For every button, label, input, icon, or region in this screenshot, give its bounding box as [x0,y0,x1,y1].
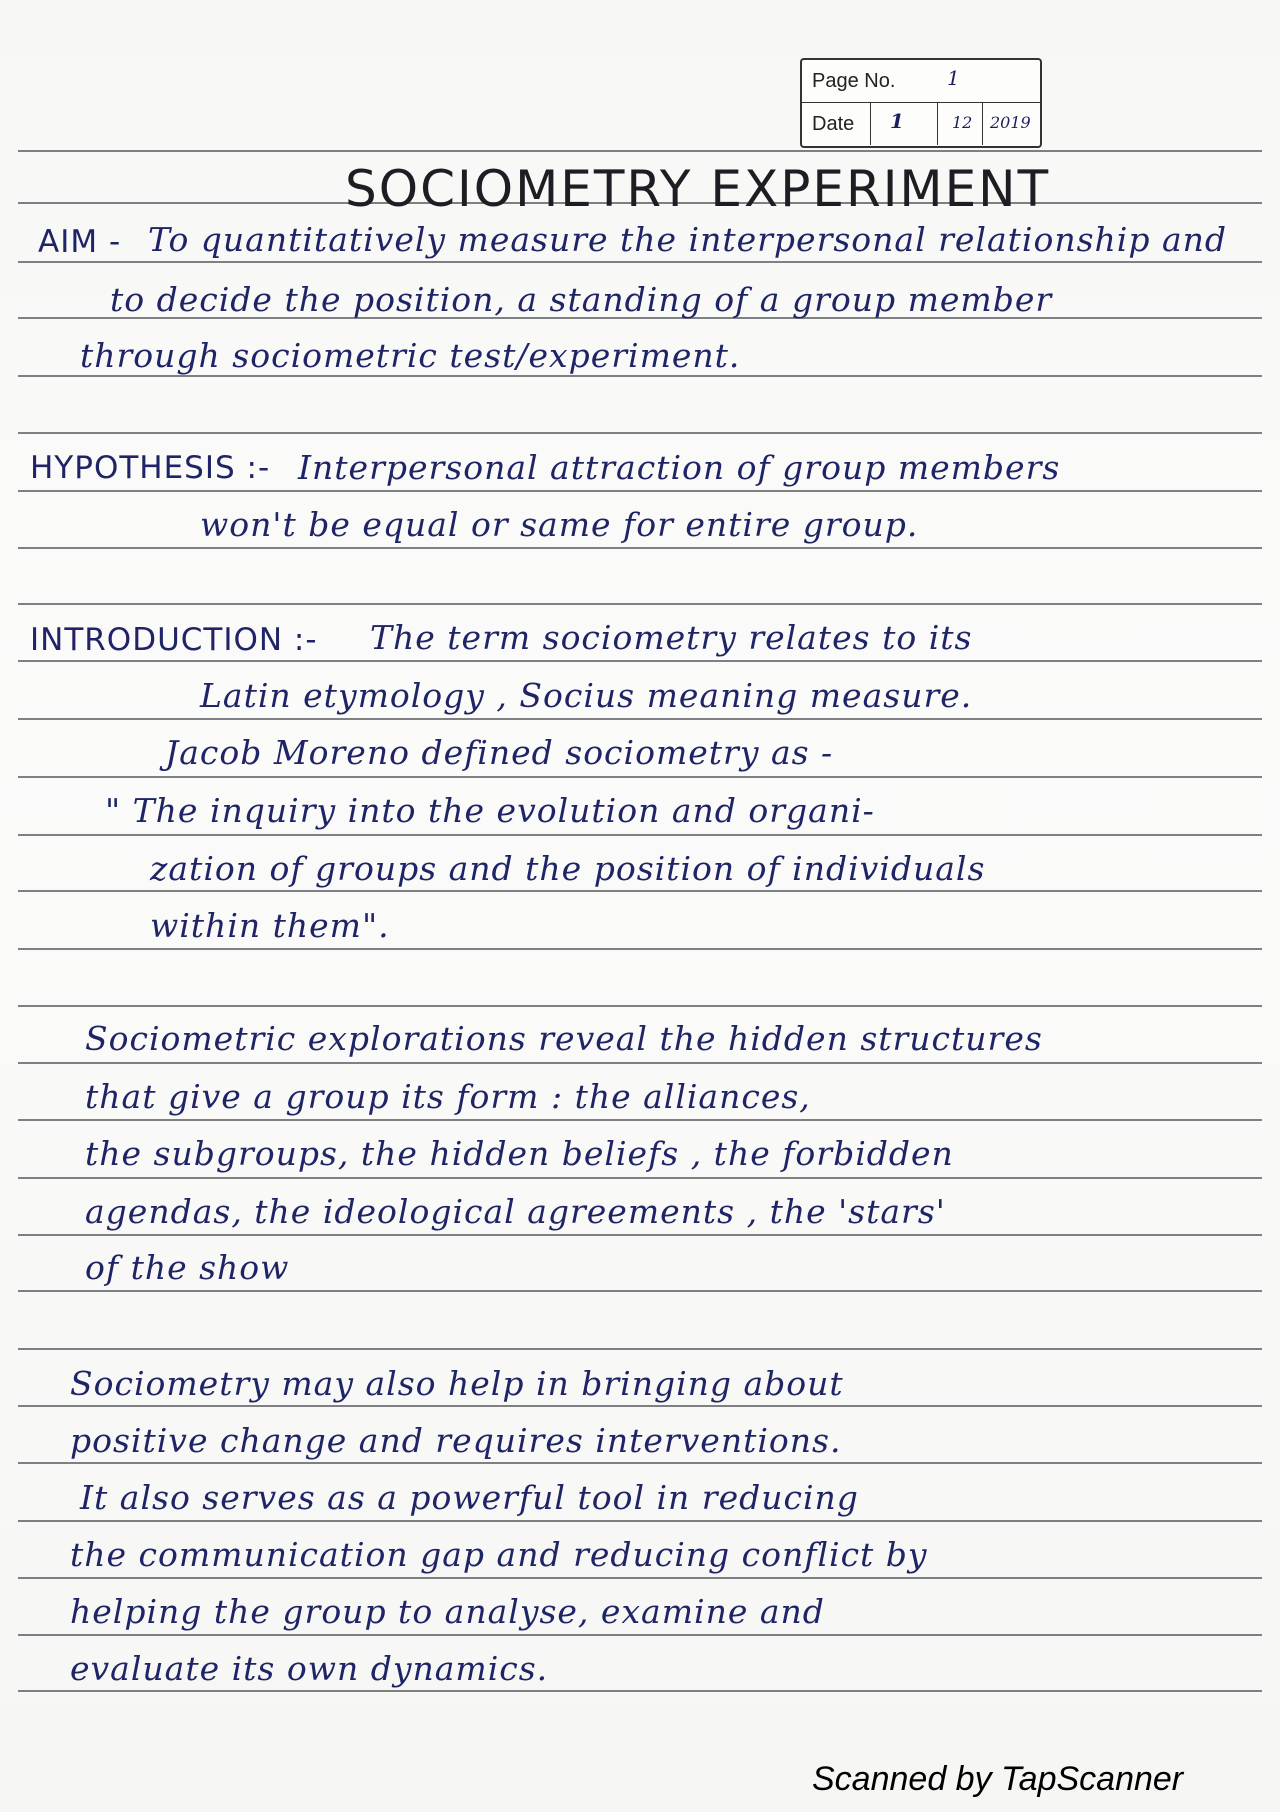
ruled-line [18,1062,1262,1064]
scanner-watermark: Scanned by TapScanner [812,1760,1184,1798]
paragraph3-line-1: Sociometry may also help in bringing about [70,1364,844,1403]
page-number-row [802,60,1040,103]
date-month: 12 [952,113,973,132]
introduction-label: INTRODUCTION :- [30,622,318,658]
ruled-line [18,1577,1262,1579]
ruled-line [18,150,1262,152]
date-day: 1 [890,109,904,133]
ruled-line [18,1290,1262,1292]
paragraph3-line-2: positive change and requires interventions. [70,1421,842,1460]
ruled-line [18,261,1262,263]
date-divider [982,103,983,145]
ruled-line [18,547,1262,549]
introduction-line-5: zation of groups and the position of individuals [150,849,986,888]
page-no-label: Page No. [812,70,896,92]
ruled-line [18,948,1262,950]
paragraph3-line-5: helping the group to analyse, examine and [70,1592,825,1631]
paragraph3-line-3: It also serves as a powerful tool in reducing [80,1478,859,1517]
hypothesis-line-2: won't be equal or same for entire group. [200,505,919,544]
page-date-box [800,58,1042,148]
aim-line-3: through sociometric test/experiment. [80,336,741,375]
date-row [802,103,1040,145]
ruled-line [18,1177,1262,1179]
aim-line-2: to decide the position, a standing of a group member [110,280,1053,319]
ruled-line [18,1119,1262,1121]
ruled-line [18,1005,1262,1007]
aim-label: AIM - [38,224,122,260]
ruled-line [18,1520,1262,1522]
ruled-line [18,490,1262,492]
paragraph2-line-4: agendas, the ideological agreements , the 'stars' [85,1192,946,1231]
paragraph3-line-6: evaluate its own dynamics. [70,1649,549,1688]
ruled-line [18,1348,1262,1350]
introduction-line-6: within them". [150,906,390,945]
ruled-line [18,1462,1262,1464]
ruled-line [18,834,1262,836]
introduction-line-4: " The inquiry into the evolution and organi- [105,791,875,830]
paragraph2-line-1: Sociometric explorations reveal the hidden structures [85,1019,1043,1058]
page-title: SOCIOMETRY EXPERIMENT [345,160,1051,218]
ruled-line [18,890,1262,892]
ruled-line [18,1234,1262,1236]
ruled-line [18,603,1262,605]
ruled-line [18,660,1262,662]
ruled-line [18,375,1262,377]
ruled-line [18,718,1262,720]
date-year: 2019 [990,113,1031,132]
paragraph2-line-2: that give a group its form : the alliances, [85,1077,811,1116]
ruled-line [18,1405,1262,1407]
page-no-value: 1 [947,66,960,90]
introduction-line-1: The term sociometry relates to its [370,618,973,657]
ruled-line [18,1634,1262,1636]
paragraph3-line-4: the communication gap and reducing conflict by [70,1535,928,1574]
hypothesis-label: HYPOTHESIS :- [30,450,271,486]
ruled-line [18,432,1262,434]
ruled-line [18,776,1262,778]
paragraph2-line-5: of the show [85,1248,290,1287]
aim-line-1: To quantitatively measure the interpersonal relationship and [148,220,1228,259]
introduction-line-3: Jacob Moreno defined sociometry as - [165,733,834,772]
ruled-line [18,1690,1262,1692]
introduction-line-2: Latin etymology , Socius meaning measure. [200,676,973,715]
date-divider [870,103,871,145]
date-label: Date [812,113,855,135]
paragraph2-line-3: the subgroups, the hidden beliefs , the forbidden [85,1134,954,1173]
date-divider [937,103,938,145]
hypothesis-line-1: Interpersonal attraction of group members [298,448,1061,487]
